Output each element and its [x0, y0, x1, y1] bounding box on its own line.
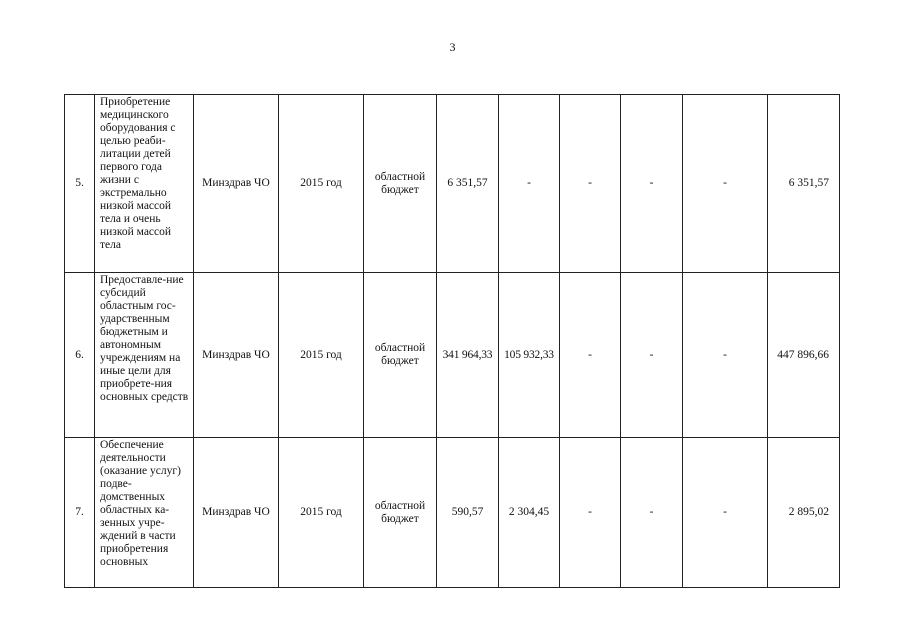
- row-period: 2015 год: [279, 273, 364, 438]
- row-value-4: -: [621, 438, 683, 588]
- row-total: 447 896,66: [768, 273, 840, 438]
- row-value-4: -: [621, 95, 683, 273]
- table-row: [65, 273, 840, 438]
- row-description: Обеспечение деятельности (оказание услуг) подве-домственных областных ка-зенных учре-ждений в части приобретения основных: [95, 438, 194, 588]
- page-number: 3: [449, 40, 456, 54]
- row-executor: Минздрав ЧО: [194, 95, 279, 273]
- row-value-3: -: [560, 95, 621, 273]
- row-source: областной бюджет: [364, 95, 437, 273]
- row-period: 2015 год: [279, 438, 364, 588]
- row-value-3: -: [560, 273, 621, 438]
- row-total: 6 351,57: [768, 95, 840, 273]
- row-value-5: -: [683, 438, 768, 588]
- row-value-2: -: [499, 95, 560, 273]
- budget-table: [64, 94, 840, 588]
- row-value-5: -: [683, 95, 768, 273]
- table-row: [65, 438, 840, 588]
- row-executor: Минздрав ЧО: [194, 438, 279, 588]
- row-number: 7.: [65, 438, 95, 588]
- row-value-2: 105 932,33: [499, 273, 560, 438]
- row-period: 2015 год: [279, 95, 364, 273]
- row-description: Предоставле-ние субсидий областным гос-ударственным бюджетным и автономным учреждениям на иные цели для приобрете-ния основных средств: [95, 273, 194, 438]
- row-total: 2 895,02: [768, 438, 840, 588]
- row-description: Приобретение медицинского оборудования с целью реаби-литации детей первого года жизни с экстремально низкой массой тела и очень низкой массой тела: [95, 95, 194, 273]
- row-source: областной бюджет: [364, 438, 437, 588]
- row-value-1: 590,57: [437, 438, 499, 588]
- row-value-1: 341 964,33: [437, 273, 499, 438]
- row-value-5: -: [683, 273, 768, 438]
- row-source: областной бюджет: [364, 273, 437, 438]
- row-value-3: -: [560, 438, 621, 588]
- row-number: 5.: [65, 95, 95, 273]
- row-executor: Минздрав ЧО: [194, 273, 279, 438]
- row-value-2: 2 304,45: [499, 438, 560, 588]
- row-value-4: -: [621, 273, 683, 438]
- row-number: 6.: [65, 273, 95, 438]
- table-row: [65, 95, 840, 273]
- row-value-1: 6 351,57: [437, 95, 499, 273]
